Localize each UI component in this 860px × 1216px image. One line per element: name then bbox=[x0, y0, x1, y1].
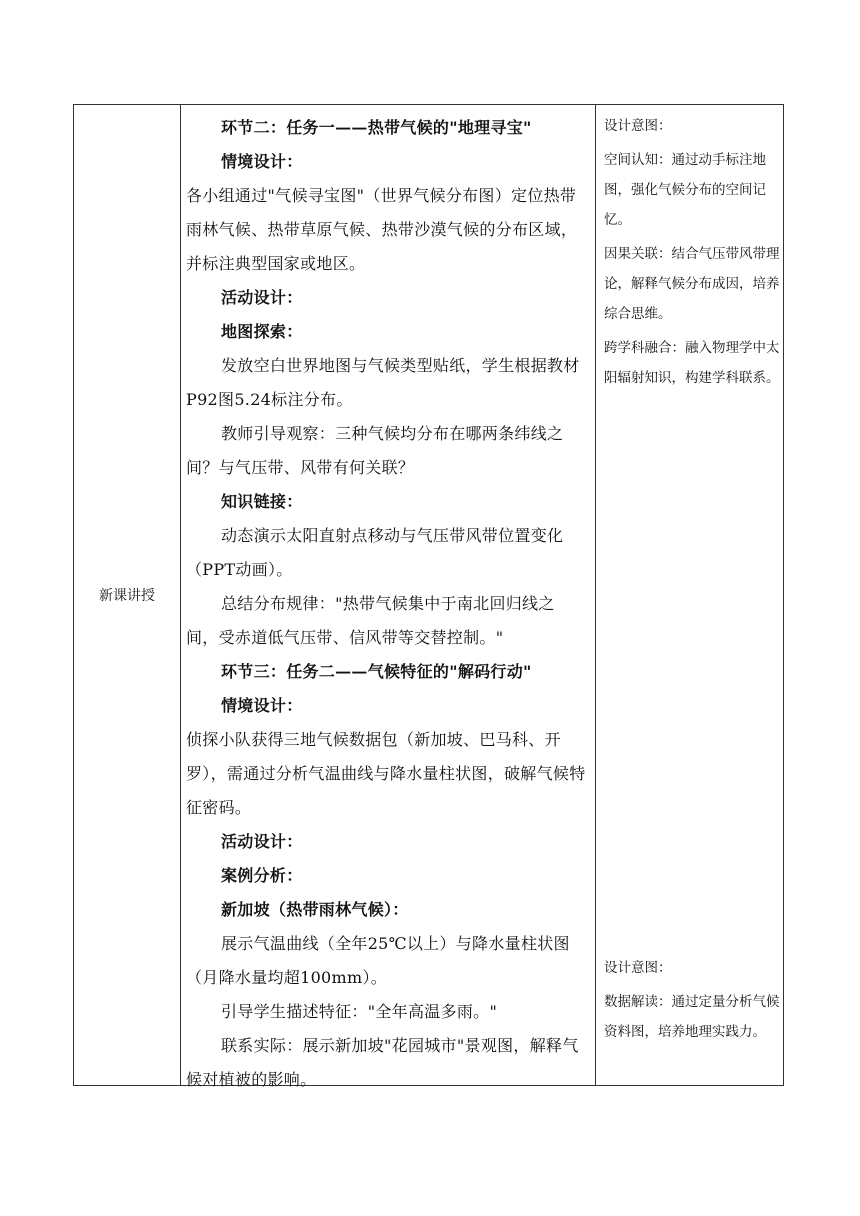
column-divider bbox=[180, 105, 181, 1085]
intent-heading: 设计意图： bbox=[604, 118, 672, 134]
paragraph: 发放空白世界地图与气候类型贴纸，学生根据教材P92图5.24标注分布。 bbox=[186, 356, 580, 409]
paragraph: 知识链接： bbox=[221, 492, 303, 511]
lesson-table bbox=[73, 104, 784, 1089]
paragraph: 环节二：任务一——热带气候的"地理寻宝" bbox=[221, 118, 532, 137]
paragraph: 动态演示太阳直射点移动与气压带风带位置变化（PPT动画）。 bbox=[186, 526, 564, 579]
paragraph: 情境设计： bbox=[221, 696, 303, 715]
paragraph: 活动设计： bbox=[221, 832, 303, 851]
design-intent-bottom bbox=[604, 953, 780, 1051]
paragraph: 侦探小队获得三地气候数据包（新加坡、巴马科、开罗），需通过分析气温曲线与降水量柱状图，破解气候特征密码。 bbox=[186, 730, 586, 817]
paragraph: 情境设计： bbox=[221, 152, 303, 171]
row-label: 新课讲授 bbox=[99, 588, 155, 604]
main-content bbox=[186, 111, 586, 1097]
paragraph: 新加坡（热带雨林气候）： bbox=[221, 900, 409, 919]
paragraph: 地图探索： bbox=[221, 322, 303, 341]
paragraph: 各小组通过"气候寻宝图"（世界气候分布图）定位热带雨林气候、热带草原气候、热带沙漠气候的分布区域，并标注典型国家或地区。 bbox=[186, 186, 578, 273]
paragraph: 联系实际：展示新加坡"花园城市"景观图，解释气候对植被的影响。 bbox=[186, 1036, 579, 1089]
paragraph: 活动设计： bbox=[221, 288, 303, 307]
paragraph: 总结分布规律："热带气候集中于南北回归线之间，受赤道低气压带、信风带等交替控制。" bbox=[186, 594, 555, 647]
design-intent-top bbox=[604, 111, 780, 397]
paragraph: 展示气温曲线（全年25℃以上）与降水量柱状图（月降水量均超100mm）。 bbox=[186, 934, 570, 987]
intent-item: 空间认知：通过动手标注地图，强化气候分布的空间记忆。 bbox=[604, 152, 766, 228]
paragraph: 环节三：任务二——气候特征的"解码行动" bbox=[221, 662, 532, 681]
intent-heading: 设计意图： bbox=[604, 960, 672, 976]
paragraph: 案例分析： bbox=[221, 866, 303, 885]
paragraph: 引导学生描述特征："全年高温多雨。" bbox=[221, 1002, 498, 1021]
intent-item: 数据解读：通过定量分析气候资料图，培养地理实践力。 bbox=[604, 994, 780, 1040]
intent-item: 因果关联：结合气压带风带理论，解释气候分布成因，培养综合思维。 bbox=[604, 246, 780, 322]
intent-item: 跨学科融合：融入物理学中太阳辐射知识，构建学科联系。 bbox=[604, 340, 780, 386]
paragraph: 教师引导观察：三种气候均分布在哪两条纬线之间？与气压带、风带有何关联？ bbox=[186, 424, 564, 477]
column-divider bbox=[595, 105, 596, 1085]
